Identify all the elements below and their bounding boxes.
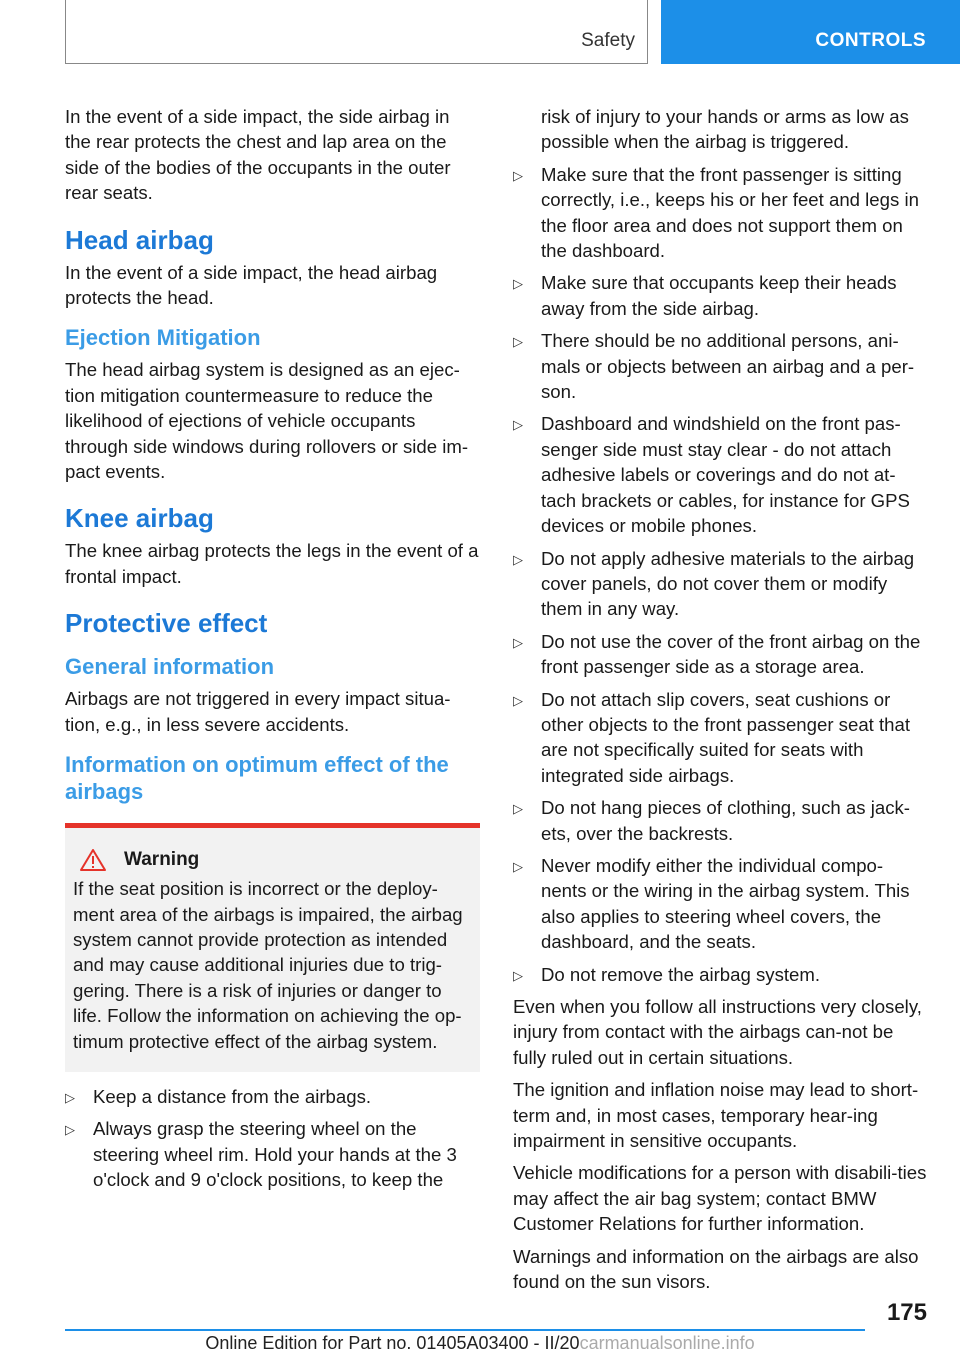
- chapter-title: CONTROLS: [815, 30, 926, 51]
- bullet-triangle-icon: ▷: [513, 692, 523, 708]
- list-item: ▷ Dashboard and windshield on the front pas‐senger side must stay clear - do not attach adhesive labels or coverings and do not at‐tach brackets or cables, for instance for GPS devices or mobile phones.: [513, 413, 910, 537]
- heading-ejection-mitigation: Ejection Mitigation: [65, 325, 261, 351]
- heading-general-information: General information: [65, 654, 275, 680]
- bullet-triangle-icon: ▷: [513, 167, 523, 183]
- warning-title: Warning: [124, 849, 200, 871]
- bullet-continuation: risk of injury to your hands or arms as low as possible when the airbag is triggered.: [541, 106, 909, 153]
- bullet-triangle-icon: ▷: [513, 858, 523, 874]
- warning-box: [65, 823, 480, 1072]
- warning-header: [79, 848, 472, 872]
- ejection-paragraph: The head airbag system is designed as an ejec‐tion mitigation countermeasure to reduce the likelihood of ejections of vehicle occupants through side windows during rollovers or side im‐pact events.: [65, 359, 469, 483]
- paragraph-noise: The ignition and inflation noise may lead to short-term and, in most cases, temporary hear‐ing impairment in sensitive occupants.: [513, 1079, 919, 1152]
- section-title: Safety: [581, 30, 635, 51]
- bullet-triangle-icon: ▷: [513, 334, 523, 350]
- list-item: ▷ Do not remove the airbag system.: [513, 962, 928, 987]
- general-information-paragraph: Airbags are not triggered in every impact situa‐tion, e.g., in less severe accidents.: [65, 688, 451, 735]
- paragraph-modifications: Vehicle modifications for a person with disabili‐ties may affect the air bag system; contact BMW Customer Relations for further information.: [513, 1162, 927, 1235]
- footer-divider: [65, 1329, 865, 1331]
- heading-knee-airbag: Knee airbag: [65, 503, 214, 534]
- knee-airbag-paragraph: The knee airbag protects the legs in the event of a frontal impact.: [65, 540, 479, 587]
- list-item: ▷ There should be no additional persons, ani‐mals or objects between an airbag and a per‐son.: [513, 330, 915, 403]
- list-item: ▷ Never modify either the individual compo‐nents or the wiring in the airbag system. This also applies to steering wheel covers, the dashboard, and the seats.: [513, 854, 910, 953]
- watermark: carmanualsonline.info: [579, 1333, 755, 1353]
- edition-text: Online Edition for Part no. 01405A03400 - II/20: [205, 1333, 580, 1353]
- heading-head-airbag: Head airbag: [65, 224, 214, 255]
- bullet-triangle-icon: ▷: [513, 967, 523, 983]
- footer-edition: [0, 1333, 960, 1354]
- paragraph-injury-risk: Even when you follow all instructions very closely, injury from contact with the airbags can‐not be fully ruled out in certain situations.: [513, 996, 922, 1068]
- heading-optimum-effect: Information on optimum effect of the airbags: [65, 752, 449, 805]
- intro-paragraph: In the event of a side impact, the side airbag in the rear protects the chest and lap area on the side of the bodies of the occupants in the outer rear seats.: [65, 106, 451, 204]
- warning-triangle-icon: [79, 848, 107, 872]
- list-item: ▷ Do not attach slip covers, seat cushions or other objects to the front passenger seat that are not specifically suited for seats with integrated side airbags.: [513, 688, 911, 786]
- right-column: [513, 104, 928, 1301]
- head-airbag-paragraph: In the event of a side impact, the head airbag protects the head.: [65, 261, 438, 309]
- list-item: ▷ Do not use the cover of the front airbag on the front passenger side as a storage area.: [513, 630, 921, 678]
- left-bullet-list: [65, 1084, 480, 1193]
- page-number: 175: [886, 1299, 927, 1326]
- left-column: [65, 104, 480, 1200]
- bullet-triangle-icon: ▷: [65, 1089, 75, 1105]
- heading-protective-effect: Protective effect: [65, 608, 268, 639]
- bullet-triangle-icon: ▷: [513, 551, 523, 567]
- list-item: ▷ Make sure that occupants keep their heads away from the side airbag.: [513, 272, 897, 319]
- list-item: ▷ Keep a distance from the airbags.: [65, 1084, 480, 1109]
- header-section-box: [65, 0, 648, 64]
- paragraph-sun-visors: Warnings and information on the airbags are also found on the sun visors.: [513, 1245, 919, 1293]
- bullet-triangle-icon: ▷: [513, 801, 523, 817]
- list-item: ▷ Make sure that the front passenger is sitting correctly, i.e., keeps his or her feet and legs in the floor area and does not support them on the dashboard.: [513, 163, 919, 262]
- right-bullet-list: [513, 162, 928, 987]
- list-item: ▷ Do not hang pieces of clothing, such as jack‐ets, over the backrests.: [513, 797, 910, 844]
- bullet-triangle-icon: ▷: [513, 276, 523, 292]
- warning-text: If the seat position is incorrect or the deploy‐ment area of the airbags is impaired, the airbag system cannot provide protection as intended and may cause additional injuries due to trig‐gering. There is a risk of injuries or danger to life. Follow the information on achieving the op‐timum protective effect of the airbag system.: [73, 878, 463, 1052]
- header-chapter-box: [661, 0, 960, 64]
- bullet-triangle-icon: ▷: [513, 417, 523, 433]
- list-item: ▷ Do not apply adhesive materials to the airbag cover panels, do not cover them or modify them in any way.: [513, 547, 915, 620]
- list-item: ▷ Always grasp the steering wheel on the steering wheel rim. Hold your hands at the 3 o'clock and 9 o'clock positions, to keep the: [65, 1118, 457, 1191]
- bullet-triangle-icon: ▷: [65, 1122, 75, 1138]
- bullet-triangle-icon: ▷: [513, 634, 523, 650]
